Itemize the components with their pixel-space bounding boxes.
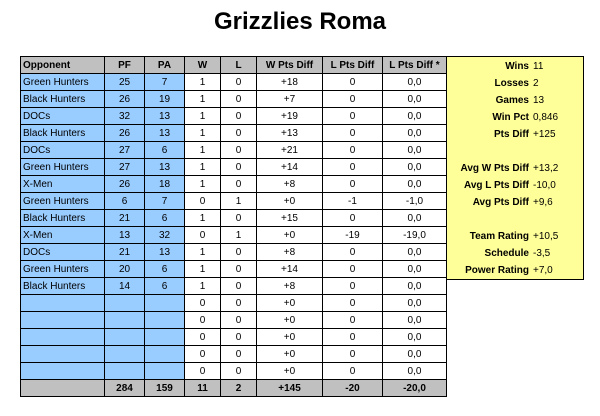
cell-w-pts-diff: +21 [257, 142, 323, 159]
cell-pf: 26 [105, 176, 145, 193]
cell-w-pts-diff: +8 [257, 176, 323, 193]
cell-l-pts-diff-star: 0,0 [383, 74, 447, 91]
cell-l-pts-diff-star: 0,0 [383, 363, 447, 380]
stat-label: Avg W Pts Diff [460, 163, 529, 174]
cell-w-pts-diff: +15 [257, 210, 323, 227]
table-row [21, 363, 447, 380]
cell-w-pts-diff: +0 [257, 193, 323, 210]
cell-pf: 27 [105, 142, 145, 159]
cell-l-pts-diff: 0 [323, 176, 383, 193]
cell-l: 0 [221, 91, 257, 108]
cell-l-pts-diff-star: 0,0 [383, 210, 447, 227]
col-header-pa: PA [145, 57, 185, 74]
table-row [21, 91, 447, 108]
cell-l-pts-diff: -19 [323, 227, 383, 244]
stat-value: 2 [533, 78, 539, 89]
cell-l: 0 [221, 278, 257, 295]
col-header-l: L [221, 57, 257, 74]
page-title: Grizzlies Roma [213, 8, 387, 35]
stat-label: Power Rating [465, 265, 529, 276]
cell-l: 1 [221, 227, 257, 244]
cell-opponent: X-Men [21, 227, 105, 244]
cell-pa: 19 [145, 91, 185, 108]
cell-pf: 6 [105, 193, 145, 210]
total-pa: 159 [145, 380, 185, 397]
stat-value: +125 [533, 129, 556, 140]
cell-pa: 6 [145, 261, 185, 278]
cell-l-pts-diff: 0 [323, 125, 383, 142]
cell-w: 0 [185, 227, 221, 244]
cell-l-pts-diff-star: 0,0 [383, 278, 447, 295]
stat-value: +13,2 [533, 163, 559, 174]
cell-pf: 20 [105, 261, 145, 278]
cell-opponent: Black Hunters [21, 278, 105, 295]
stat-line [447, 129, 585, 143]
cell-opponent: Black Hunters [21, 125, 105, 142]
cell-l-pts-diff: 0 [323, 210, 383, 227]
cell-l-pts-diff-star: 0,0 [383, 125, 447, 142]
totals-row [21, 380, 447, 397]
stat-value: 11 [533, 61, 544, 72]
col-header-l-pts-diff: L Pts Diff [323, 57, 383, 74]
stat-line [447, 248, 585, 262]
cell-w: 0 [185, 329, 221, 346]
cell-w: 0 [185, 295, 221, 312]
cell-l-pts-diff: 0 [323, 329, 383, 346]
cell-w-pts-diff: +14 [257, 261, 323, 278]
stat-label: Avg L Pts Diff [463, 180, 529, 191]
cell-pa: 6 [145, 210, 185, 227]
cell-w: 1 [185, 210, 221, 227]
table-row [21, 142, 447, 159]
summary-panel [446, 56, 584, 280]
cell-pf: 32 [105, 108, 145, 125]
cell-l: 0 [221, 125, 257, 142]
cell-l-pts-diff: -1 [323, 193, 383, 210]
table-row [21, 108, 447, 125]
header-row [21, 57, 447, 74]
cell-w: 1 [185, 142, 221, 159]
cell-l: 0 [221, 244, 257, 261]
cell-w-pts-diff: +8 [257, 278, 323, 295]
table-row [21, 159, 447, 176]
table-row [21, 176, 447, 193]
col-header-w: W [185, 57, 221, 74]
cell-w: 1 [185, 176, 221, 193]
total-opponent [21, 380, 105, 397]
cell-opponent: DOCs [21, 108, 105, 125]
stat-label: Win Pct [492, 112, 529, 123]
cell-l: 0 [221, 363, 257, 380]
cell-opponent: DOCs [21, 142, 105, 159]
cell-w: 1 [185, 159, 221, 176]
cell-l-pts-diff: 0 [323, 363, 383, 380]
stat-value: +7,0 [533, 265, 553, 276]
table-row [21, 193, 447, 210]
cell-pa: 6 [145, 278, 185, 295]
cell-pa: 32 [145, 227, 185, 244]
cell-pa: 13 [145, 244, 185, 261]
cell-pa [145, 312, 185, 329]
cell-pa: 6 [145, 142, 185, 159]
cell-l-pts-diff-star: 0,0 [383, 91, 447, 108]
stat-line [447, 197, 585, 211]
cell-w-pts-diff: +0 [257, 329, 323, 346]
col-header-opponent: Opponent [21, 57, 105, 74]
stat-value: +10,5 [533, 231, 559, 242]
col-header-w-pts-diff: W Pts Diff [257, 57, 323, 74]
results-table [20, 56, 447, 397]
cell-l: 0 [221, 210, 257, 227]
stat-label: Wins [505, 61, 529, 72]
cell-w-pts-diff: +0 [257, 346, 323, 363]
cell-pa: 7 [145, 74, 185, 91]
cell-w: 1 [185, 108, 221, 125]
cell-l-pts-diff-star: -19,0 [383, 227, 447, 244]
cell-l: 0 [221, 142, 257, 159]
stat-value: 13 [533, 95, 545, 106]
cell-w: 0 [185, 346, 221, 363]
cell-w-pts-diff: +13 [257, 125, 323, 142]
cell-l-pts-diff: 0 [323, 108, 383, 125]
table-row [21, 125, 447, 142]
cell-w-pts-diff: +18 [257, 74, 323, 91]
stat-value: -10,0 [533, 180, 556, 191]
stat-line [447, 95, 585, 109]
cell-l: 0 [221, 295, 257, 312]
stat-line [447, 163, 585, 177]
cell-l-pts-diff: 0 [323, 295, 383, 312]
cell-opponent: Green Hunters [21, 74, 105, 91]
cell-opponent [21, 363, 105, 380]
cell-l-pts-diff-star: 0,0 [383, 295, 447, 312]
cell-opponent: Black Hunters [21, 210, 105, 227]
col-header-l-pts-diff-star: L Pts Diff * [383, 57, 447, 74]
stat-line [447, 265, 585, 279]
cell-opponent [21, 329, 105, 346]
cell-w-pts-diff: +0 [257, 295, 323, 312]
cell-l: 0 [221, 108, 257, 125]
cell-l-pts-diff: 0 [323, 278, 383, 295]
cell-l-pts-diff: 0 [323, 142, 383, 159]
stat-line [447, 61, 585, 75]
cell-pa: 18 [145, 176, 185, 193]
table-row [21, 244, 447, 261]
cell-opponent: DOCs [21, 244, 105, 261]
cell-l-pts-diff: 0 [323, 261, 383, 278]
stat-line [447, 231, 585, 245]
stat-line [447, 180, 585, 194]
cell-pa [145, 363, 185, 380]
cell-l: 0 [221, 312, 257, 329]
cell-l-pts-diff: 0 [323, 159, 383, 176]
table-row [21, 210, 447, 227]
cell-pa: 13 [145, 159, 185, 176]
total-pf: 284 [105, 380, 145, 397]
stat-line [447, 78, 585, 92]
cell-pa: 7 [145, 193, 185, 210]
cell-opponent: Green Hunters [21, 193, 105, 210]
cell-l-pts-diff-star: 0,0 [383, 159, 447, 176]
cell-pf [105, 363, 145, 380]
stat-value: +9,6 [533, 197, 553, 208]
stat-label: Pts Diff [494, 129, 529, 140]
cell-pa [145, 346, 185, 363]
cell-w: 0 [185, 312, 221, 329]
cell-l-pts-diff-star: 0,0 [383, 176, 447, 193]
cell-pf [105, 346, 145, 363]
total-l-pts-diff-star: -20,0 [383, 380, 447, 397]
cell-w: 0 [185, 363, 221, 380]
cell-opponent: X-Men [21, 176, 105, 193]
cell-pf: 13 [105, 227, 145, 244]
cell-l: 1 [221, 193, 257, 210]
total-l-pts-diff: -20 [323, 380, 383, 397]
table-row [21, 346, 447, 363]
cell-pf: 21 [105, 244, 145, 261]
cell-pf [105, 295, 145, 312]
cell-w: 1 [185, 278, 221, 295]
cell-l: 0 [221, 329, 257, 346]
cell-w-pts-diff: +0 [257, 363, 323, 380]
table-row [21, 329, 447, 346]
cell-opponent [21, 295, 105, 312]
cell-pa [145, 295, 185, 312]
col-header-pf: PF [105, 57, 145, 74]
cell-pa: 13 [145, 125, 185, 142]
cell-l-pts-diff: 0 [323, 91, 383, 108]
stat-label: Games [495, 95, 529, 106]
cell-l-pts-diff-star: 0,0 [383, 261, 447, 278]
cell-pf [105, 329, 145, 346]
cell-l-pts-diff: 0 [323, 312, 383, 329]
cell-w: 1 [185, 74, 221, 91]
cell-pa: 13 [145, 108, 185, 125]
cell-l-pts-diff: 0 [323, 244, 383, 261]
cell-l-pts-diff-star: 0,0 [383, 329, 447, 346]
cell-l-pts-diff-star: 0,0 [383, 346, 447, 363]
cell-w: 1 [185, 244, 221, 261]
cell-l-pts-diff-star: 0,0 [383, 142, 447, 159]
total-w: 11 [185, 380, 221, 397]
cell-l-pts-diff: 0 [323, 74, 383, 91]
cell-w-pts-diff: +7 [257, 91, 323, 108]
cell-opponent: Green Hunters [21, 261, 105, 278]
total-l: 2 [221, 380, 257, 397]
cell-l: 0 [221, 159, 257, 176]
cell-pf: 14 [105, 278, 145, 295]
cell-l-pts-diff: 0 [323, 346, 383, 363]
stat-label: Losses [494, 78, 529, 89]
table-row [21, 227, 447, 244]
cell-w: 1 [185, 91, 221, 108]
cell-l: 0 [221, 346, 257, 363]
stat-label: Team Rating [469, 231, 529, 242]
cell-l-pts-diff-star: 0,0 [383, 108, 447, 125]
cell-pf: 21 [105, 210, 145, 227]
stat-value: 0,846 [533, 112, 559, 123]
cell-w-pts-diff: +8 [257, 244, 323, 261]
cell-w-pts-diff: +0 [257, 227, 323, 244]
stat-line [447, 112, 585, 126]
cell-l: 0 [221, 74, 257, 91]
cell-pa [145, 329, 185, 346]
cell-pf: 27 [105, 159, 145, 176]
cell-pf [105, 312, 145, 329]
stat-value: -3,5 [533, 248, 551, 259]
cell-pf: 26 [105, 91, 145, 108]
total-w-pts-diff: +145 [257, 380, 323, 397]
stat-label: Avg Pts Diff [472, 197, 529, 208]
table-row [21, 295, 447, 312]
cell-w: 1 [185, 261, 221, 278]
cell-opponent [21, 346, 105, 363]
stat-label: Schedule [484, 248, 529, 259]
cell-w-pts-diff: +19 [257, 108, 323, 125]
table-row [21, 278, 447, 295]
cell-l-pts-diff-star: -1,0 [383, 193, 447, 210]
cell-opponent: Green Hunters [21, 159, 105, 176]
cell-pf: 25 [105, 74, 145, 91]
cell-w-pts-diff: +14 [257, 159, 323, 176]
cell-w-pts-diff: +0 [257, 312, 323, 329]
cell-opponent [21, 312, 105, 329]
cell-pf: 26 [105, 125, 145, 142]
cell-w: 0 [185, 193, 221, 210]
cell-l: 0 [221, 176, 257, 193]
cell-opponent: Black Hunters [21, 91, 105, 108]
cell-w: 1 [185, 125, 221, 142]
cell-l: 0 [221, 261, 257, 278]
cell-l-pts-diff-star: 0,0 [383, 244, 447, 261]
cell-l-pts-diff-star: 0,0 [383, 312, 447, 329]
table-row [21, 312, 447, 329]
table-row [21, 261, 447, 278]
table-row [21, 74, 447, 91]
